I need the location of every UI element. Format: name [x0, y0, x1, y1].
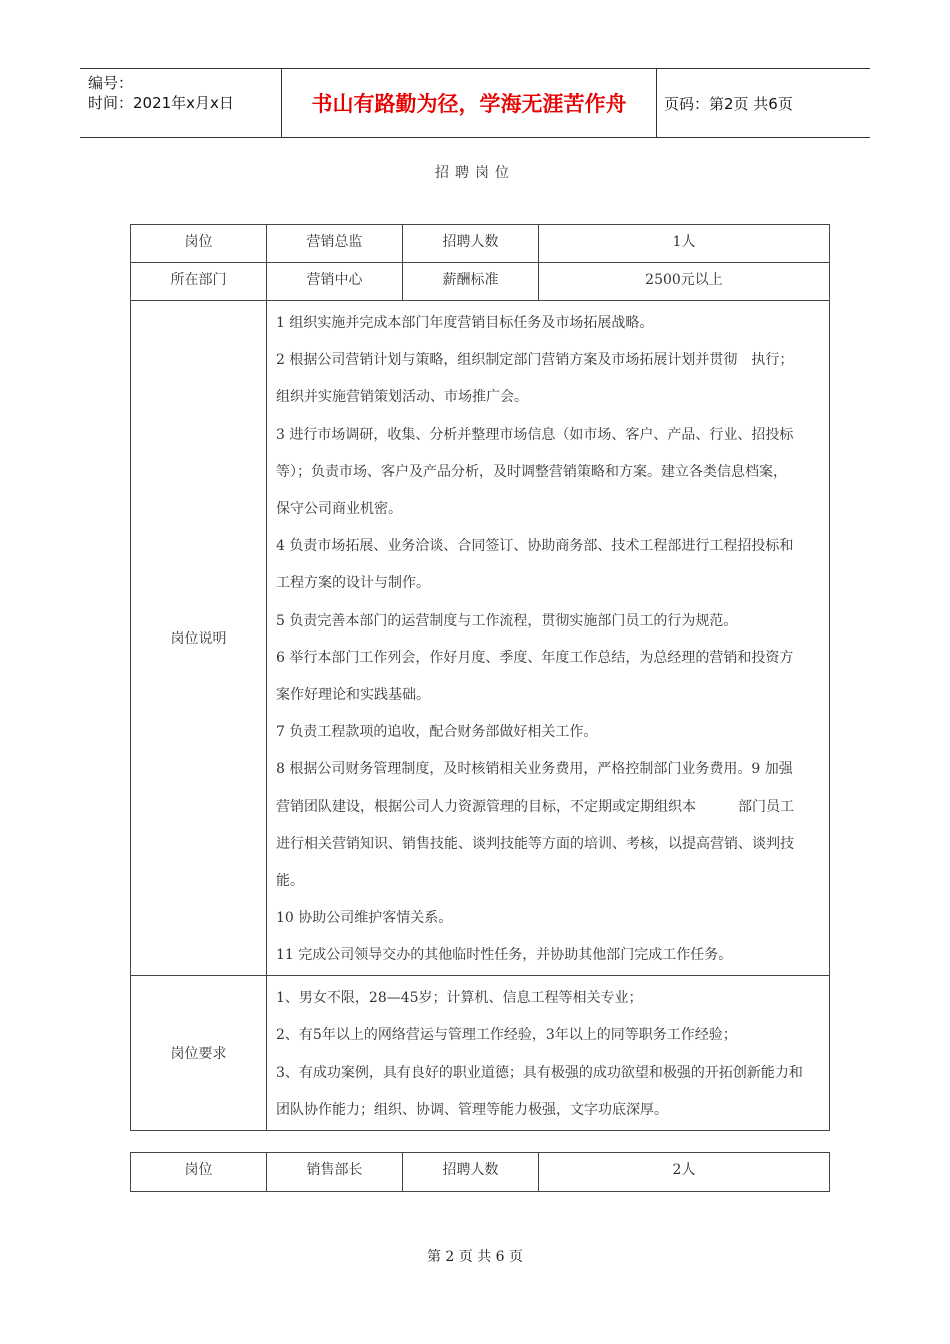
table-row: [131, 225, 830, 263]
requirement-line: 团队协作能力；组织、协调、管理等能力极强，文字功底深厚。: [276, 1102, 668, 1119]
header-divider: [656, 69, 657, 137]
description-line: 3 进行市场调研，收集、分析并整理市场信息（如市场、客户、产品、行业、招投标: [276, 426, 794, 443]
description-line: 能。: [276, 873, 304, 890]
description-line: 组织并实施营销策划活动、市场推广会。: [276, 389, 528, 406]
header-meta: [88, 73, 234, 113]
description-line: 2 根据公司营销计划与策略，组织制定部门营销方案及市场拓展计划并贯彻 执行；: [276, 352, 794, 369]
job-table-sales-manager: [130, 1152, 830, 1192]
description-line: 8 根据公司财务管理制度，及时核销相关业务费用，严格控制部门业务费用。9 加强: [276, 761, 793, 778]
description-line: 11 完成公司领导交办的其他临时性任务，并协助其他部门完成工作任务。: [276, 947, 733, 964]
description-line: 1 组织实施并完成本部门年度营销目标任务及市场拓展战略。: [276, 315, 654, 331]
document-header: [80, 68, 870, 138]
description-line: 等）；负责市场、客户及产品分析，及时调整营销策略和方案。建立各类信息档案，: [276, 463, 787, 480]
dept-value: 营销中心: [267, 263, 403, 301]
header-page-number: 页码：第2页 共6页: [664, 94, 793, 113]
header-motto: 书山有路勤为径，学海无涯苦作舟: [311, 92, 627, 116]
count-value: 1人: [539, 225, 830, 263]
description-line: 进行相关营销知识、销售技能、谈判技能等方面的培训、考核，以提高营销、谈判技: [276, 835, 794, 852]
post-label: 岗位: [131, 225, 267, 263]
description-line: 10 协助公司维护客情关系。: [276, 910, 453, 927]
description-line: 工程方案的设计与制作。: [276, 575, 430, 592]
description-line: 6 举行本部门工作列会，作好月度、季度、年度工作总结，为总经理的营销和投资方: [276, 649, 794, 666]
page-footer: 第 2 页 共 6 页: [426, 1249, 524, 1265]
requirements-content: [267, 975, 830, 1130]
table-row: [131, 301, 830, 976]
job-table-marketing-director: [130, 224, 830, 1131]
post-value: 营销总监: [267, 225, 403, 263]
requirement-line: 2、有5年以上的网络营运与管理工作经验，3年以上的同等职务工作经验；: [276, 1027, 737, 1044]
description-content: [267, 301, 830, 976]
description-label: 岗位说明: [131, 301, 267, 976]
salary-label: 薪酬标准: [403, 263, 539, 301]
document-number-label: 编号：: [88, 74, 134, 92]
page-title: 招聘岗位: [435, 165, 515, 181]
description-line: 保守公司商业机密。: [276, 501, 402, 518]
count-label: 招聘人数: [403, 1153, 539, 1192]
post-value: 销售部长: [267, 1153, 403, 1192]
count-value: 2人: [539, 1153, 830, 1192]
header-divider: [281, 69, 282, 137]
description-line: 5 负责完善本部门的运营制度与工作流程，贯彻实施部门员工的行为规范。: [276, 612, 738, 629]
description-line: 4 负责市场拓展、业务洽谈、合同签订、协助商务部、技术工程部进行工程招投标和: [276, 538, 794, 555]
document-date-label: 时间：2021年x月x日: [88, 94, 234, 112]
table-row: [131, 263, 830, 301]
post-label: 岗位: [131, 1153, 267, 1192]
description-line: 营销团队建设，根据公司人力资源管理的目标，不定期或定期组织本 部门员工: [276, 798, 794, 815]
requirements-label: 岗位要求: [131, 975, 267, 1130]
count-label: 招聘人数: [403, 225, 539, 263]
requirement-line: 3、有成功案例，具有良好的职业道德；具有极强的成功欲望和极强的开拓创新能力和: [276, 1064, 803, 1081]
salary-value: 2500元以上: [539, 263, 830, 301]
description-line: 7 负责工程款项的追收，配合财务部做好相关工作。: [276, 724, 598, 741]
requirement-line: 1、男女不限，28—45岁；计算机、信息工程等相关专业；: [276, 989, 643, 1006]
table-row: [131, 975, 830, 1130]
table-row: [131, 1153, 830, 1192]
dept-label: 所在部门: [131, 263, 267, 301]
description-line: 案作好理论和实践基础。: [276, 687, 430, 704]
